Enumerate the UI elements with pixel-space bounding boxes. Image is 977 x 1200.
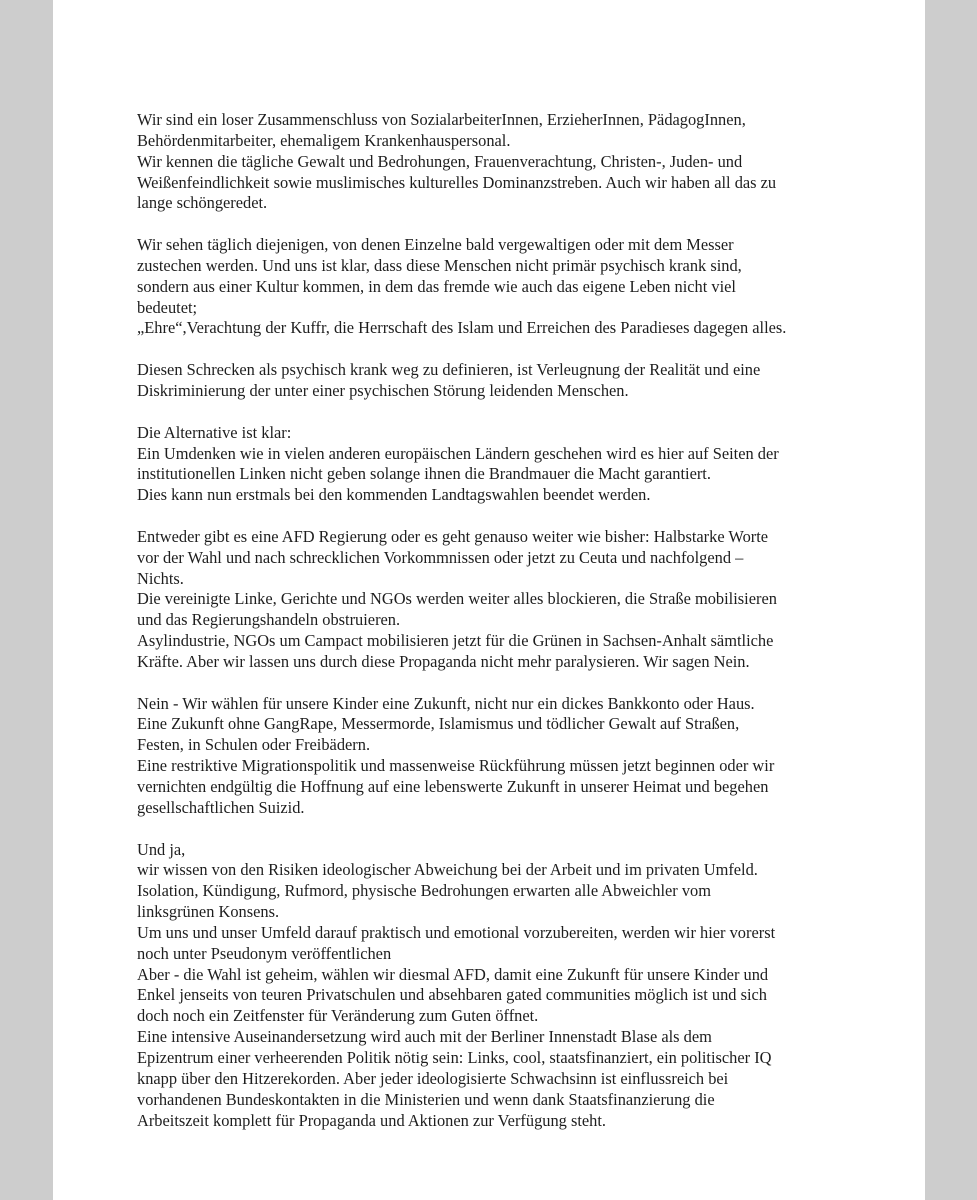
- paragraph: [137, 527, 837, 673]
- text-line: lange schöngeredet.: [137, 193, 268, 213]
- paragraph: [137, 360, 837, 402]
- text-line: doch noch ein Zeitfenster für Veränderung zum Guten öffnet.: [137, 1006, 539, 1026]
- text-line: Behördenmitarbeiter, ehemaligem Krankenhauspersonal.: [137, 130, 511, 150]
- text-line: Asylindustrie, NGOs um Campact mobilisieren jetzt für die Grünen in Sachsen-Anhalt sämtliche: [137, 631, 774, 651]
- text-line: Eine Zukunft ohne GangRape, Messermorde, Islamismus und tödlicher Gewalt auf Straßen,: [137, 714, 740, 734]
- paragraph: [137, 840, 837, 1132]
- text-line: sondern aus einer Kultur kommen, in dem das fremde wie auch das eigene Leben nicht viel: [137, 276, 736, 296]
- text-line: gesellschaftlichen Suizid.: [137, 797, 305, 817]
- paragraph: [137, 694, 837, 819]
- text-line: Nein - Wir wählen für unsere Kinder eine Zukunft, nicht nur ein dickes Bankkonto oder Haus.: [137, 693, 755, 713]
- text-line: vor der Wahl und nach schrecklichen Vorkommnissen oder jetzt zu Ceuta und nachfolgend –: [137, 547, 744, 567]
- paragraph: [137, 423, 837, 506]
- text-line: wir wissen von den Risiken ideologischer Abweichung bei der Arbeit und im privaten Umfeld.: [137, 860, 758, 880]
- text-line: linksgrünen Konsens.: [137, 902, 280, 922]
- document-page: [53, 0, 925, 1200]
- text-line: Nichts.: [137, 568, 184, 588]
- text-line: Ein Umdenken wie in vielen anderen europäischen Ländern geschehen wird es hier auf Seiten der: [137, 443, 779, 463]
- text-line: Aber - die Wahl ist geheim, wählen wir diesmal AFD, damit eine Zukunft für unsere Kinder und: [137, 964, 769, 984]
- text-line: und das Regierungshandeln obstruieren.: [137, 610, 401, 630]
- text-line: Diskriminierung der unter einer psychischen Störung leidenden Menschen.: [137, 380, 629, 400]
- text-line: zustechen werden. Und uns ist klar, dass diese Menschen nicht primär psychisch krank sind,: [137, 255, 742, 275]
- text-line: knapp über den Hitzerekorden. Aber jeder ideologisierte Schwachsinn ist einflussreich bei: [137, 1068, 729, 1088]
- text-line: vorhandenen Bundeskontakten in die Ministerien und wenn dank Staatsfinanzierung die: [137, 1089, 715, 1109]
- text-line: Wir sind ein loser Zusammenschluss von SozialarbeiterInnen, ErzieherInnen, PädagogInnen,: [137, 110, 746, 129]
- text-line: Kräfte. Aber wir lassen uns durch diese Propaganda nicht mehr paralysieren. Wir sagen Nein.: [137, 651, 750, 671]
- paragraph: [137, 235, 837, 339]
- text-line: Enkel jenseits von teuren Privatschulen und absehbaren gated communities möglich ist und sich: [137, 985, 767, 1005]
- text-line: Weißenfeindlichkeit sowie muslimisches kulturelles Dominanzstreben. Auch wir haben all das zu: [137, 172, 777, 192]
- text-line: Epizentrum einer verheerenden Politik nötig sein: Links, cool, staatsfinanziert, ein politischer IQ: [137, 1047, 772, 1067]
- document-body: [137, 110, 837, 1131]
- text-line: Dies kann nun erstmals bei den kommenden Landtagswahlen beendet werden.: [137, 485, 651, 505]
- text-line: Die vereinigte Linke, Gerichte und NGOs werden weiter alles blockieren, die Straße mobilisieren: [137, 589, 777, 609]
- text-line: Eine restriktive Migrationspolitik und massenweise Rückführung müssen jetzt beginnen oder wir: [137, 756, 775, 776]
- text-line: Entweder gibt es eine AFD Regierung oder es geht genauso weiter wie bisher: Halbstarke Worte: [137, 526, 769, 546]
- text-line: vernichten endgültig die Hoffnung auf eine lebenswerte Zukunft in unserer Heimat und begehen: [137, 777, 769, 796]
- paragraph: [137, 110, 837, 214]
- text-line: „Ehre“,Verachtung der Kuffr, die Herrschaft des Islam und Erreichen des Paradieses dagegen alles.: [137, 318, 787, 338]
- text-line: bedeutet;: [137, 297, 198, 317]
- text-line: Und ja,: [137, 839, 186, 859]
- text-line: institutionellen Linken nicht geben solange ihnen die Brandmauer die Macht garantiert.: [137, 464, 711, 484]
- text-line: noch unter Pseudonym veröffentlichen: [137, 943, 392, 963]
- text-line: Um uns und unser Umfeld darauf praktisch und emotional vorzubereiten, werden wir hier vorerst: [137, 922, 776, 942]
- text-line: Diesen Schrecken als psychisch krank weg zu definieren, ist Verleugnung der Realität und eine: [137, 360, 761, 380]
- text-line: Isolation, Kündigung, Rufmord, physische Bedrohungen erwarten alle Abweichler vom: [137, 881, 711, 901]
- text-line: Wir sehen täglich diejenigen, von denen Einzelne bald vergewaltigen oder mit dem Messer: [137, 235, 734, 255]
- text-line: Die Alternative ist klar:: [137, 422, 292, 442]
- text-line: Arbeitszeit komplett für Propaganda und Aktionen zur Verfügung steht.: [137, 1110, 607, 1130]
- text-line: Eine intensive Auseinandersetzung wird auch mit der Berliner Innenstadt Blase als dem: [137, 1027, 712, 1047]
- text-line: Wir kennen die tägliche Gewalt und Bedrohungen, Frauenverachtung, Christen-, Juden- und: [137, 151, 743, 171]
- text-line: Festen, in Schulen oder Freibädern.: [137, 735, 371, 755]
